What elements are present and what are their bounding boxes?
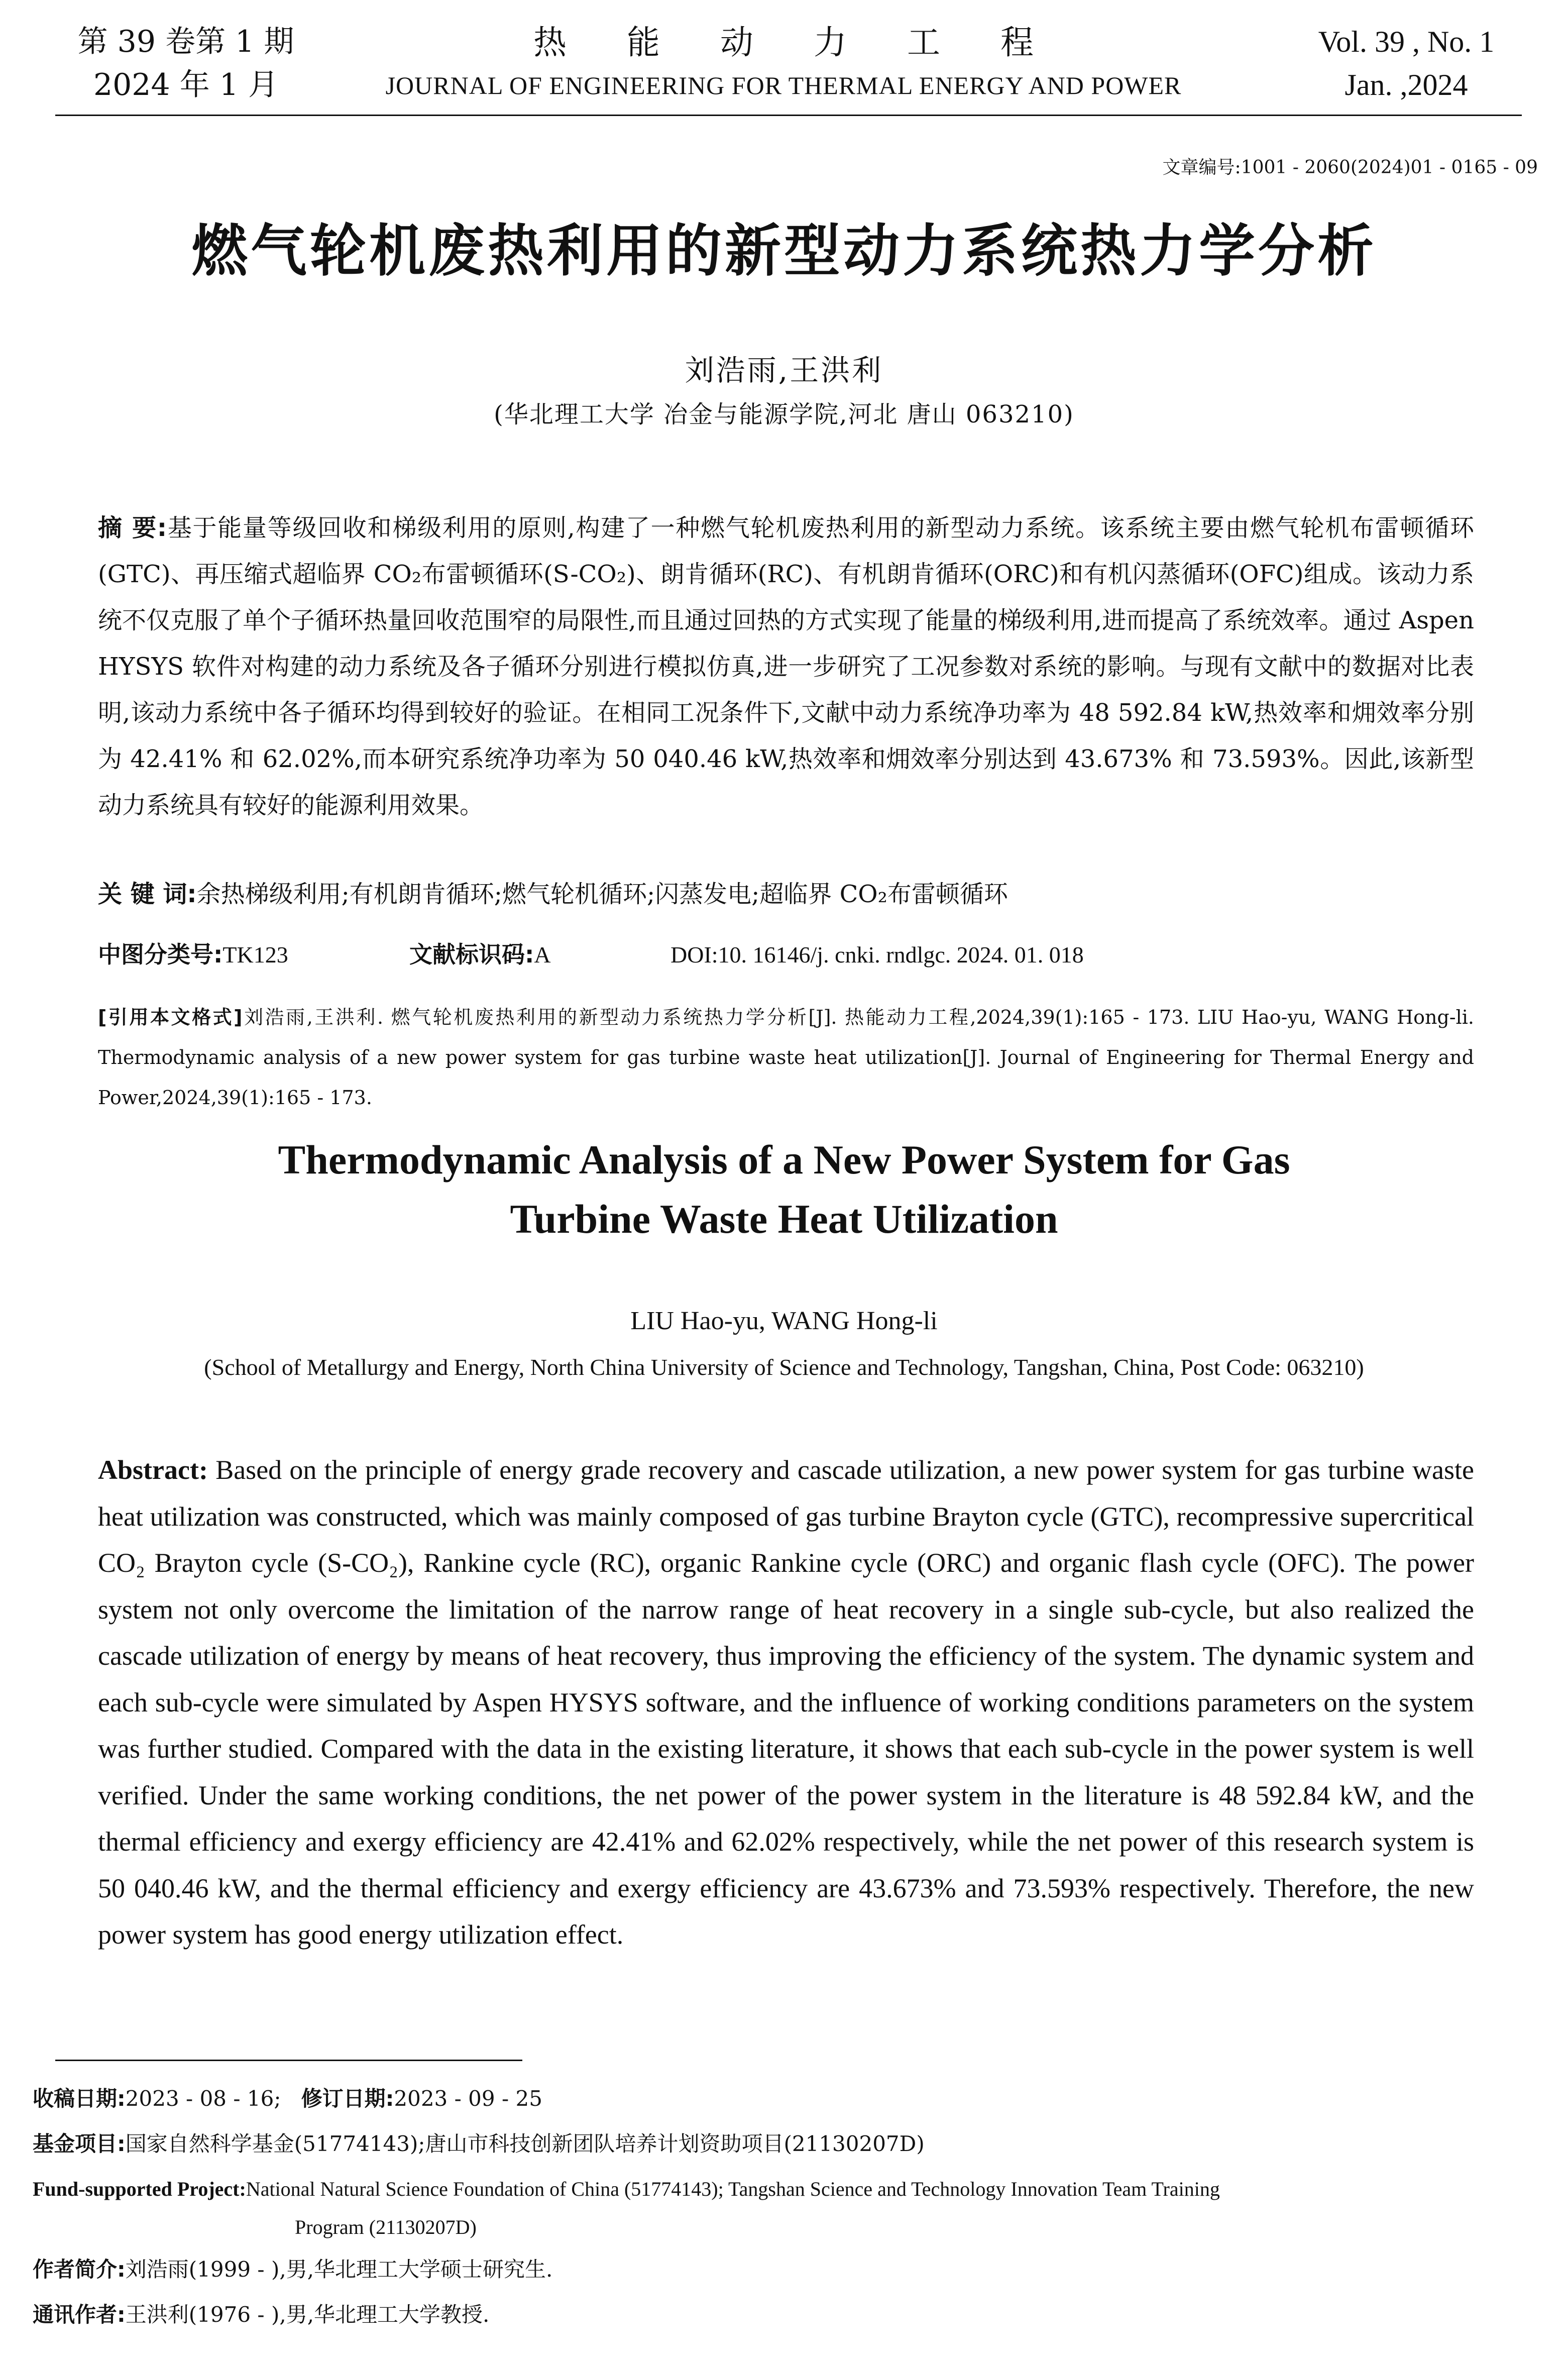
journal-name-cn: 热能动力工程 [533,23,1094,62]
journal-header [352,20,1215,105]
header-rule [55,115,1522,116]
corresponding-label: 通讯作者: [33,2302,126,2327]
fund-en-label: Fund-supported Project: [33,2178,246,2200]
fund-cn-value: 国家自然科学基金(51774143);唐山市科技创新团队培养计划资助项目(21130207D) [125,2131,925,2156]
citation-text: 刘浩雨,王洪利. 燃气轮机废热利用的新型动力系统热力学分析[J]. 热能动力工程,2024,39(1):165 - 173. LIU Hao-yu, WANG Hong-li. Thermodynamic analysis of a new power system for gas turbine waste heat utilization[J]. Journal of Engineering for Thermal Energy and Power,2024,39(1):165 - 173. [98,1006,1474,1109]
keywords-cn-text: 余热梯级利用;有机朗肯循环;燃气轮机循环;闪蒸发电;超临界 CO₂布雷顿循环 [196,880,1008,908]
keywords-cn [98,874,1474,914]
clc-label: 中图分类号: [98,941,223,968]
citation [98,997,1474,1118]
header-issue-en [1291,20,1522,106]
date-cn: 2024 年 1 月 [93,67,279,102]
doc-code-label: 文献标识码: [409,941,534,968]
title-en-line1: Thermodynamic Analysis of a New Power System for Gas [278,1137,1290,1183]
clc-value: TK123 [222,942,288,968]
doi[interactable]: DOI:10. 16146/j. cnki. rndlgc. 2024. 01. 018 [670,942,1084,968]
abstract-en-label: Abstract: [98,1455,208,1485]
journal-name-en: JOURNAL OF ENGINEERING FOR THERMAL ENERGY AND POWER [385,71,1182,99]
affiliation-en: (School of Metallurgy and Energy, North China University of Science and Technology, Tangshan, China, Post Code: 063210) [204,1354,1364,1380]
revised-label: 修订日期: [301,2086,394,2111]
author-value: 刘浩雨(1999 - ),男,华北理工大学硕士研究生. [125,2257,553,2282]
footnote-author [33,2250,1519,2289]
footnote-fund-cn [33,2125,1519,2163]
volume-issue-cn: 第 39 卷第 1 期 [77,24,294,59]
doc-code-value: A [534,942,551,968]
keywords-cn-label: 关 键 词: [98,880,197,908]
abstract-en [98,1447,1474,1958]
date-en: Jan. ,2024 [1345,68,1468,101]
author-label: 作者简介: [33,2257,126,2282]
abstract-cn-label: 摘 要: [98,514,167,542]
title-en [0,1130,1568,1249]
citation-label: [引用本文格式] [98,1006,243,1028]
fund-en-value-line1: National Natural Science Foundation of China (51774143); Tangshan Science and Technology Innovation Team Training [246,2178,1220,2200]
affiliation-cn: (华北理工大学 冶金与能源学院,河北 唐山 063210) [494,400,1074,428]
received-value: 2023 - 08 - 16; [125,2086,281,2111]
abstract-cn [98,505,1474,828]
fund-cn-label: 基金项目: [33,2131,126,2156]
footnote-corresponding [33,2296,1519,2334]
article-number: 文章编号:1001 - 2060(2024)01 - 0165 - 09 [1162,157,1538,178]
clc-block [98,934,409,975]
fund-en-value-line2: Program (21130207D) [295,2216,477,2238]
footnote-fund-en [33,2170,1504,2246]
abstract-en-text: Based on the principle of energy grade recovery and cascade utilization, a new power system for gas turbine waste heat utilization was constructed, which was mainly composed of gas turbine Brayton cycle (GTC), recompressive supercritical CO₂ Brayton cycle (S-CO₂), Rankine cycle (RC), organic Rankine cycle (ORC) and organic flash cycle (OFC). The power system not only overcome the limitation of the narrow range of heat recovery in a single sub-cycle, but also realized the cascade utilization of energy by means of heat recovery, thus improving the efficiency of the system. The dynamic system and each sub-cycle were simulated by Aspen HYSYS software, and the influence of working conditions parameters on the system was further studied. Compared with the data in the existing literature, it shows that each sub-cycle in the power system is well verified. Under the same working conditions, the net power of the power system in the literature is 48 592.84 kW, and the thermal efficiency and exergy efficiency are 42.41% and 62.02% respectively, while the net power of this research system is 50 040.46 kW, and the thermal efficiency and exergy efficiency are 43.673% and 73.593% respectively. Therefore, the new power system has good energy utilization effect. [98,1455,1475,1950]
doc-code-block [409,934,670,975]
header-issue-cn [55,20,316,106]
title-en-line2: Turbine Waste Heat Utilization [510,1196,1058,1242]
title-cn: 燃气轮机废热利用的新型动力系统热力学分析 [191,219,1377,284]
abstract-cn-text: 基于能量等级回收和梯级利用的原则,构建了一种燃气轮机废热利用的新型动力系统。该系统主要由燃气轮机布雷顿循环(GTC)、再压缩式超临界 CO₂布雷顿循环(S-CO₂)、朗肯循环(RC)、有机朗肯循环(ORC)和有机闪蒸循环(OFC)组成。该动力系统不仅克服了单个子循环热量回收范围窄的局限性,而且通过回热的方式实现了能量的梯级利用,进而提高了系统效率。通过 Aspen HYSYS 软件对构建的动力系统及各子循环分别进行模拟仿真,进一步研究了工况参数对系统的影响。与现有文献中的数据对比表明,该动力系统中各子循环均得到较好的验证。在相同工况条件下,文献中动力系统净功率为 48 592.84 kW,热效率和㶲效率分别为 42.41% 和 62.02%,而本研究系统净功率为 50 040.46 kW,热效率和㶲效率分别达到 43.673% 和 73.593%。因此,该新型动力系统具有较好的能源利用效果。 [98,514,1474,819]
classification-line [98,934,1474,975]
authors-cn: 刘浩雨,王洪利 [685,353,883,387]
received-label: 收稿日期: [33,2086,126,2111]
footnote-dates [33,2080,1519,2118]
volume-issue-en: Vol. 39 , No. 1 [1318,25,1495,58]
footnote-rule [55,2060,522,2061]
revised-value: 2023 - 09 - 25 [394,2086,542,2111]
corresponding-value: 王洪利(1976 - ),男,华北理工大学教授. [125,2302,490,2327]
authors-en: LIU Hao-yu, WANG Hong-li [630,1307,938,1335]
